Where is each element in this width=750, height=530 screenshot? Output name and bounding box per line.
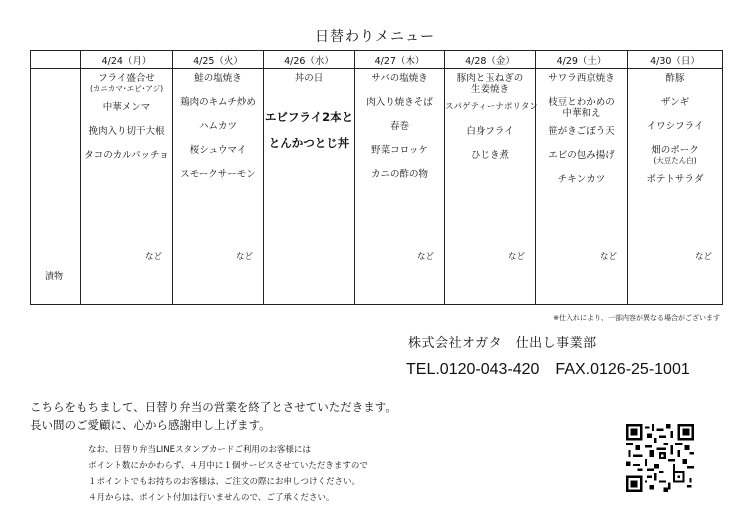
menu-item: 鶏肉のキムチ炒め bbox=[180, 97, 256, 108]
etc-label: など bbox=[144, 252, 162, 262]
notice-line: １ポイントでもお持ちのお客様は、ご注文の際にお申しつけください。 bbox=[88, 477, 361, 487]
menu-item: 桜シュウマイ bbox=[189, 145, 247, 156]
menu-item: ポテトサラダ bbox=[646, 174, 704, 185]
menu-item: エビの包み揚げ bbox=[548, 150, 615, 161]
menu-item: イワシフライ bbox=[646, 121, 704, 132]
special-item: エビフライ2本と bbox=[264, 110, 354, 124]
supply-note: ※仕入れにより、一部内容が異なる場合がございます bbox=[553, 314, 720, 322]
corner-cell bbox=[31, 51, 81, 69]
day-header: 4/26（水） bbox=[264, 51, 355, 69]
pickles-label: 漬物 bbox=[45, 272, 64, 282]
day-header: 4/28（金） bbox=[445, 51, 536, 69]
menu-item: 中華メンマ bbox=[102, 102, 151, 113]
closing-line: 長い間のご愛顧に、心から感謝申し上げます。 bbox=[30, 418, 271, 432]
notice-line: ポイント数にかかわらず、４月中に１個サービスさせていただきますので bbox=[88, 461, 368, 471]
menu-item: フライ盛合せ (カニカマ･エビ･アジ) bbox=[89, 73, 164, 93]
menu-item: ハムカツ bbox=[198, 121, 237, 132]
page-title: 日替わりメニュー bbox=[315, 29, 435, 45]
menu-item: 酢豚 bbox=[665, 73, 685, 84]
menu-item: 野菜コロッケ bbox=[371, 145, 428, 156]
menu-item: タコのカルパッチョ bbox=[84, 150, 169, 161]
menu-item: ひじき煮 bbox=[470, 150, 509, 161]
etc-label: など bbox=[416, 252, 434, 262]
menu-item: サバの塩焼き bbox=[371, 73, 428, 84]
menu-item: 枝豆とわかめの 中華和え bbox=[548, 97, 615, 119]
menu-item: チキンカツ bbox=[557, 174, 606, 185]
special-item: とんかつとじ丼 bbox=[268, 136, 350, 150]
etc-label: など bbox=[599, 252, 617, 262]
etc-label: など bbox=[507, 252, 525, 262]
menu-table bbox=[30, 50, 723, 305]
menu-item: 春巻 bbox=[389, 121, 409, 132]
qr-code-icon[interactable] bbox=[626, 424, 694, 492]
menu-row bbox=[31, 69, 723, 305]
label-cell bbox=[31, 69, 81, 305]
etc-label: など bbox=[694, 252, 712, 262]
day-header: 4/27（木） bbox=[355, 51, 445, 69]
day-header: 4/24（月） bbox=[81, 51, 173, 69]
etc-label: など bbox=[235, 252, 253, 262]
menu-item: 挽肉入り切干大根 bbox=[88, 126, 165, 137]
menu-item: サワラ西京焼き bbox=[548, 73, 615, 84]
menu-item: ザンギ bbox=[660, 97, 690, 108]
day-header: 4/30（日） bbox=[628, 51, 723, 69]
day-cell bbox=[536, 69, 628, 305]
notice-line: ４月からは、ポイント付加は行いませんので、ご了承ください。 bbox=[88, 493, 335, 503]
menu-item: スパゲティーナポリタン bbox=[445, 102, 538, 112]
day-cell bbox=[81, 69, 173, 305]
menu-item: 肉入り焼きそば bbox=[366, 97, 433, 108]
point-card-notice bbox=[88, 442, 368, 506]
notice-line: なお、日替り弁当LINEスタンプカードご利用のお客様には bbox=[88, 445, 311, 455]
day-cell bbox=[628, 69, 723, 305]
day-header: 4/29（土） bbox=[536, 51, 628, 69]
day-header: 4/25（火） bbox=[173, 51, 264, 69]
menu-item: スモークサーモン bbox=[180, 169, 256, 180]
day-cell bbox=[355, 69, 445, 305]
closing-line: こちらをもちまして、日替り弁当の営業を終了とさせていただきます。 bbox=[30, 400, 397, 414]
menu-item: 笹がきごぼう天 bbox=[548, 126, 615, 137]
day-cell bbox=[173, 69, 264, 305]
day-cell bbox=[264, 69, 355, 305]
menu-item: 白身フライ bbox=[466, 126, 514, 137]
closing-message bbox=[30, 398, 397, 434]
menu-item: 鮭の塩焼き bbox=[194, 73, 242, 84]
menu-item: 丼の日 bbox=[294, 73, 324, 84]
date-header-row bbox=[31, 51, 723, 69]
day-cell bbox=[445, 69, 536, 305]
company-name: 株式会社オガタ 仕出し事業部 bbox=[408, 336, 597, 351]
menu-item: カニの酢の物 bbox=[370, 169, 428, 180]
contact-numbers: TEL.0120-043-420 FAX.0126-25-1001 bbox=[406, 361, 690, 378]
menu-item: 畑のポーク (大豆たん白) bbox=[651, 145, 699, 165]
menu-item: 豚肉と玉ねぎの 生姜焼き bbox=[456, 73, 524, 95]
